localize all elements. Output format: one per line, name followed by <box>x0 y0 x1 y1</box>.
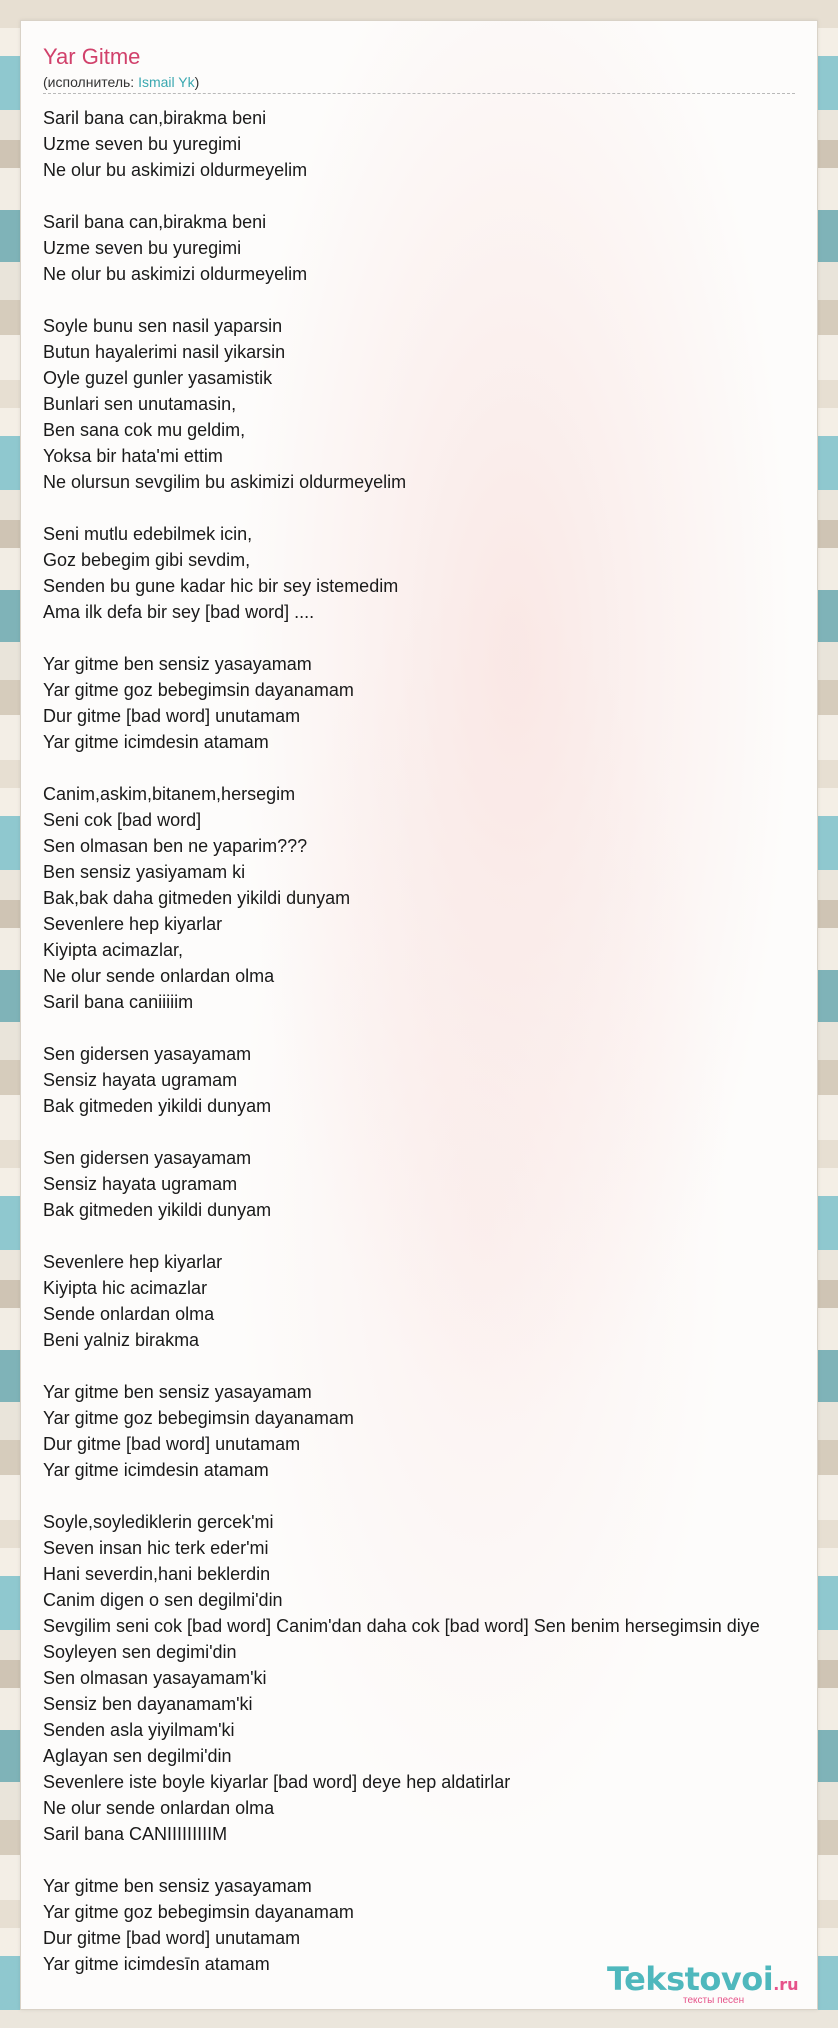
lyric-line: Beni yalniz birakma <box>43 1330 200 1350</box>
lyric-line: Sen olmasan ben ne yaparim??? <box>43 836 308 856</box>
stanza-gap <box>43 1847 818 1873</box>
lyric-line: Seni cok [bad word] <box>43 810 202 830</box>
lyric-line: Senden bu gune kadar hic bir sey istemedim <box>43 576 399 596</box>
lyric-line: Saril bana can,birakma beni <box>43 212 267 232</box>
lyric-line: Ama ilk defa bir sey [bad word] .... <box>43 602 315 622</box>
logo-tagline: тексты песен <box>683 1995 745 2006</box>
lyric-line: Ne olur bu askimizi oldurmeyelim <box>43 264 308 284</box>
performer-link[interactable]: Ismail Yk <box>138 74 195 90</box>
lyric-line: Ben sensiz yasiyamam ki <box>43 862 246 882</box>
lyric-line: Kiyipta acimazlar, <box>43 940 184 960</box>
stanza-gap <box>43 625 818 651</box>
tekstovoi-logo[interactable] <box>607 1961 797 2005</box>
stanza-gap <box>43 495 818 521</box>
lyric-line: Oyle guzel gunler yasamistik <box>43 368 273 388</box>
lyric-line: Dur gitme [bad word] unutamam <box>43 706 301 726</box>
logo-brand: Tekstovoi <box>607 1960 774 1998</box>
lyric-line: Bak gitmeden yikildi dunyam <box>43 1096 272 1116</box>
lyrics-text <box>43 105 818 1977</box>
lyric-line: Soyle,soylediklerin gercek'mi <box>43 1512 274 1532</box>
lyric-line: Goz bebegim gibi sevdim, <box>43 550 251 570</box>
lyric-line: Canim digen o sen degilmi'din <box>43 1590 283 1610</box>
lyric-line: Sende onlardan olma <box>43 1304 215 1324</box>
lyric-line: Dur gitme [bad word] unutamam <box>43 1928 301 1948</box>
lyric-line: Kiyipta hic acimazlar <box>43 1278 208 1298</box>
lyric-line: Yar gitme ben sensiz yasayamam <box>43 1382 312 1402</box>
lyric-line: Senden asla yiyilmam'ki <box>43 1720 235 1740</box>
lyric-line: Dur gitme [bad word] unutamam <box>43 1434 301 1454</box>
lyric-line: Butun hayalerimi nasil yikarsin <box>43 342 286 362</box>
lyric-line: Bak gitmeden yikildi dunyam <box>43 1200 272 1220</box>
lyric-line: Saril bana caniiiiim <box>43 992 194 1012</box>
lyric-line: Ne olur sende onlardan olma <box>43 1798 275 1818</box>
lyric-line: Yar gitme goz bebegimsin dayanamam <box>43 1902 354 1922</box>
lyric-line: Canim,askim,bitanem,hersegim <box>43 784 296 804</box>
lyric-line: Seni mutlu edebilmek icin, <box>43 524 253 544</box>
lyric-line: Ne olur bu askimizi oldurmeyelim <box>43 160 308 180</box>
lyric-line: Yar gitme icimdesīn atamam <box>43 1954 270 1974</box>
lyric-line: Yar gitme ben sensiz yasayamam <box>43 654 312 674</box>
lyric-line: Bak,bak daha gitmeden yikildi dunyam <box>43 888 351 908</box>
lyrics-card <box>20 20 818 2010</box>
song-title: Yar Gitme <box>43 44 141 69</box>
performer-suffix: ) <box>194 74 200 90</box>
lyric-line: Yar gitme icimdesin atamam <box>43 732 269 752</box>
lyric-line: Sevenlere iste boyle kiyarlar [bad word] deye hep aldatirlar <box>43 1772 511 1792</box>
lyric-line: Sensiz hayata ugramam <box>43 1070 238 1090</box>
stanza-gap <box>43 1119 818 1145</box>
stanza-gap <box>43 1015 818 1041</box>
stanza-gap <box>43 1223 818 1249</box>
lyric-line: Saril bana can,birakma beni <box>43 108 267 128</box>
lyric-line: Sen gidersen yasayamam <box>43 1148 252 1168</box>
lyric-line: Sen olmasan yasayamam'ki <box>43 1668 267 1688</box>
stanza-gap <box>43 183 818 209</box>
lyric-line: Sensiz ben dayanamam'ki <box>43 1694 253 1714</box>
lyric-line: Saril bana CANIIIIIIIIIM <box>43 1824 228 1844</box>
lyric-line: Yar gitme icimdesin atamam <box>43 1460 269 1480</box>
stanza-gap <box>43 1483 818 1509</box>
lyric-line: Ne olur sende onlardan olma <box>43 966 275 986</box>
lyric-line: Yar gitme goz bebegimsin dayanamam <box>43 680 354 700</box>
lyric-line: Sen gidersen yasayamam <box>43 1044 252 1064</box>
performer-prefix: (исполнитель: <box>43 74 139 90</box>
lyric-line: Yoksa bir hata'mi ettim <box>43 446 223 466</box>
lyric-line: Uzme seven bu yuregimi <box>43 134 242 154</box>
lyric-line: Bunlari sen unutamasin, <box>43 394 237 414</box>
lyric-line: Sevenlere hep kiyarlar <box>43 914 223 934</box>
lyric-line: Aglayan sen degilmi'din <box>43 1746 232 1766</box>
lyric-line: Soyleyen sen degimi'din <box>43 1642 237 1662</box>
lyric-line: Ne olursun sevgilim bu askimizi oldurmeyelim <box>43 472 407 492</box>
lyric-line: Yar gitme goz bebegimsin dayanamam <box>43 1408 354 1428</box>
lyric-line: Hani severdin,hani beklerdin <box>43 1564 271 1584</box>
logo-tld: .ru <box>773 1975 799 1994</box>
lyric-line: Sensiz hayata ugramam <box>43 1174 238 1194</box>
performer-byline <box>43 73 795 94</box>
lyric-line: Soyle bunu sen nasil yaparsin <box>43 316 283 336</box>
lyric-line: Uzme seven bu yuregimi <box>43 238 242 258</box>
stanza-gap <box>43 755 818 781</box>
lyric-line: Sevenlere hep kiyarlar <box>43 1252 223 1272</box>
stanza-gap <box>43 1353 818 1379</box>
stanza-gap <box>43 287 818 313</box>
lyric-line: Seven insan hic terk eder'mi <box>43 1538 269 1558</box>
lyric-line: Sevgilim seni cok [bad word] Canim'dan daha cok [bad word] Sen benim hersegimsin diye <box>43 1616 760 1636</box>
lyric-line: Yar gitme ben sensiz yasayamam <box>43 1876 312 1896</box>
lyric-line: Ben sana cok mu geldim, <box>43 420 246 440</box>
